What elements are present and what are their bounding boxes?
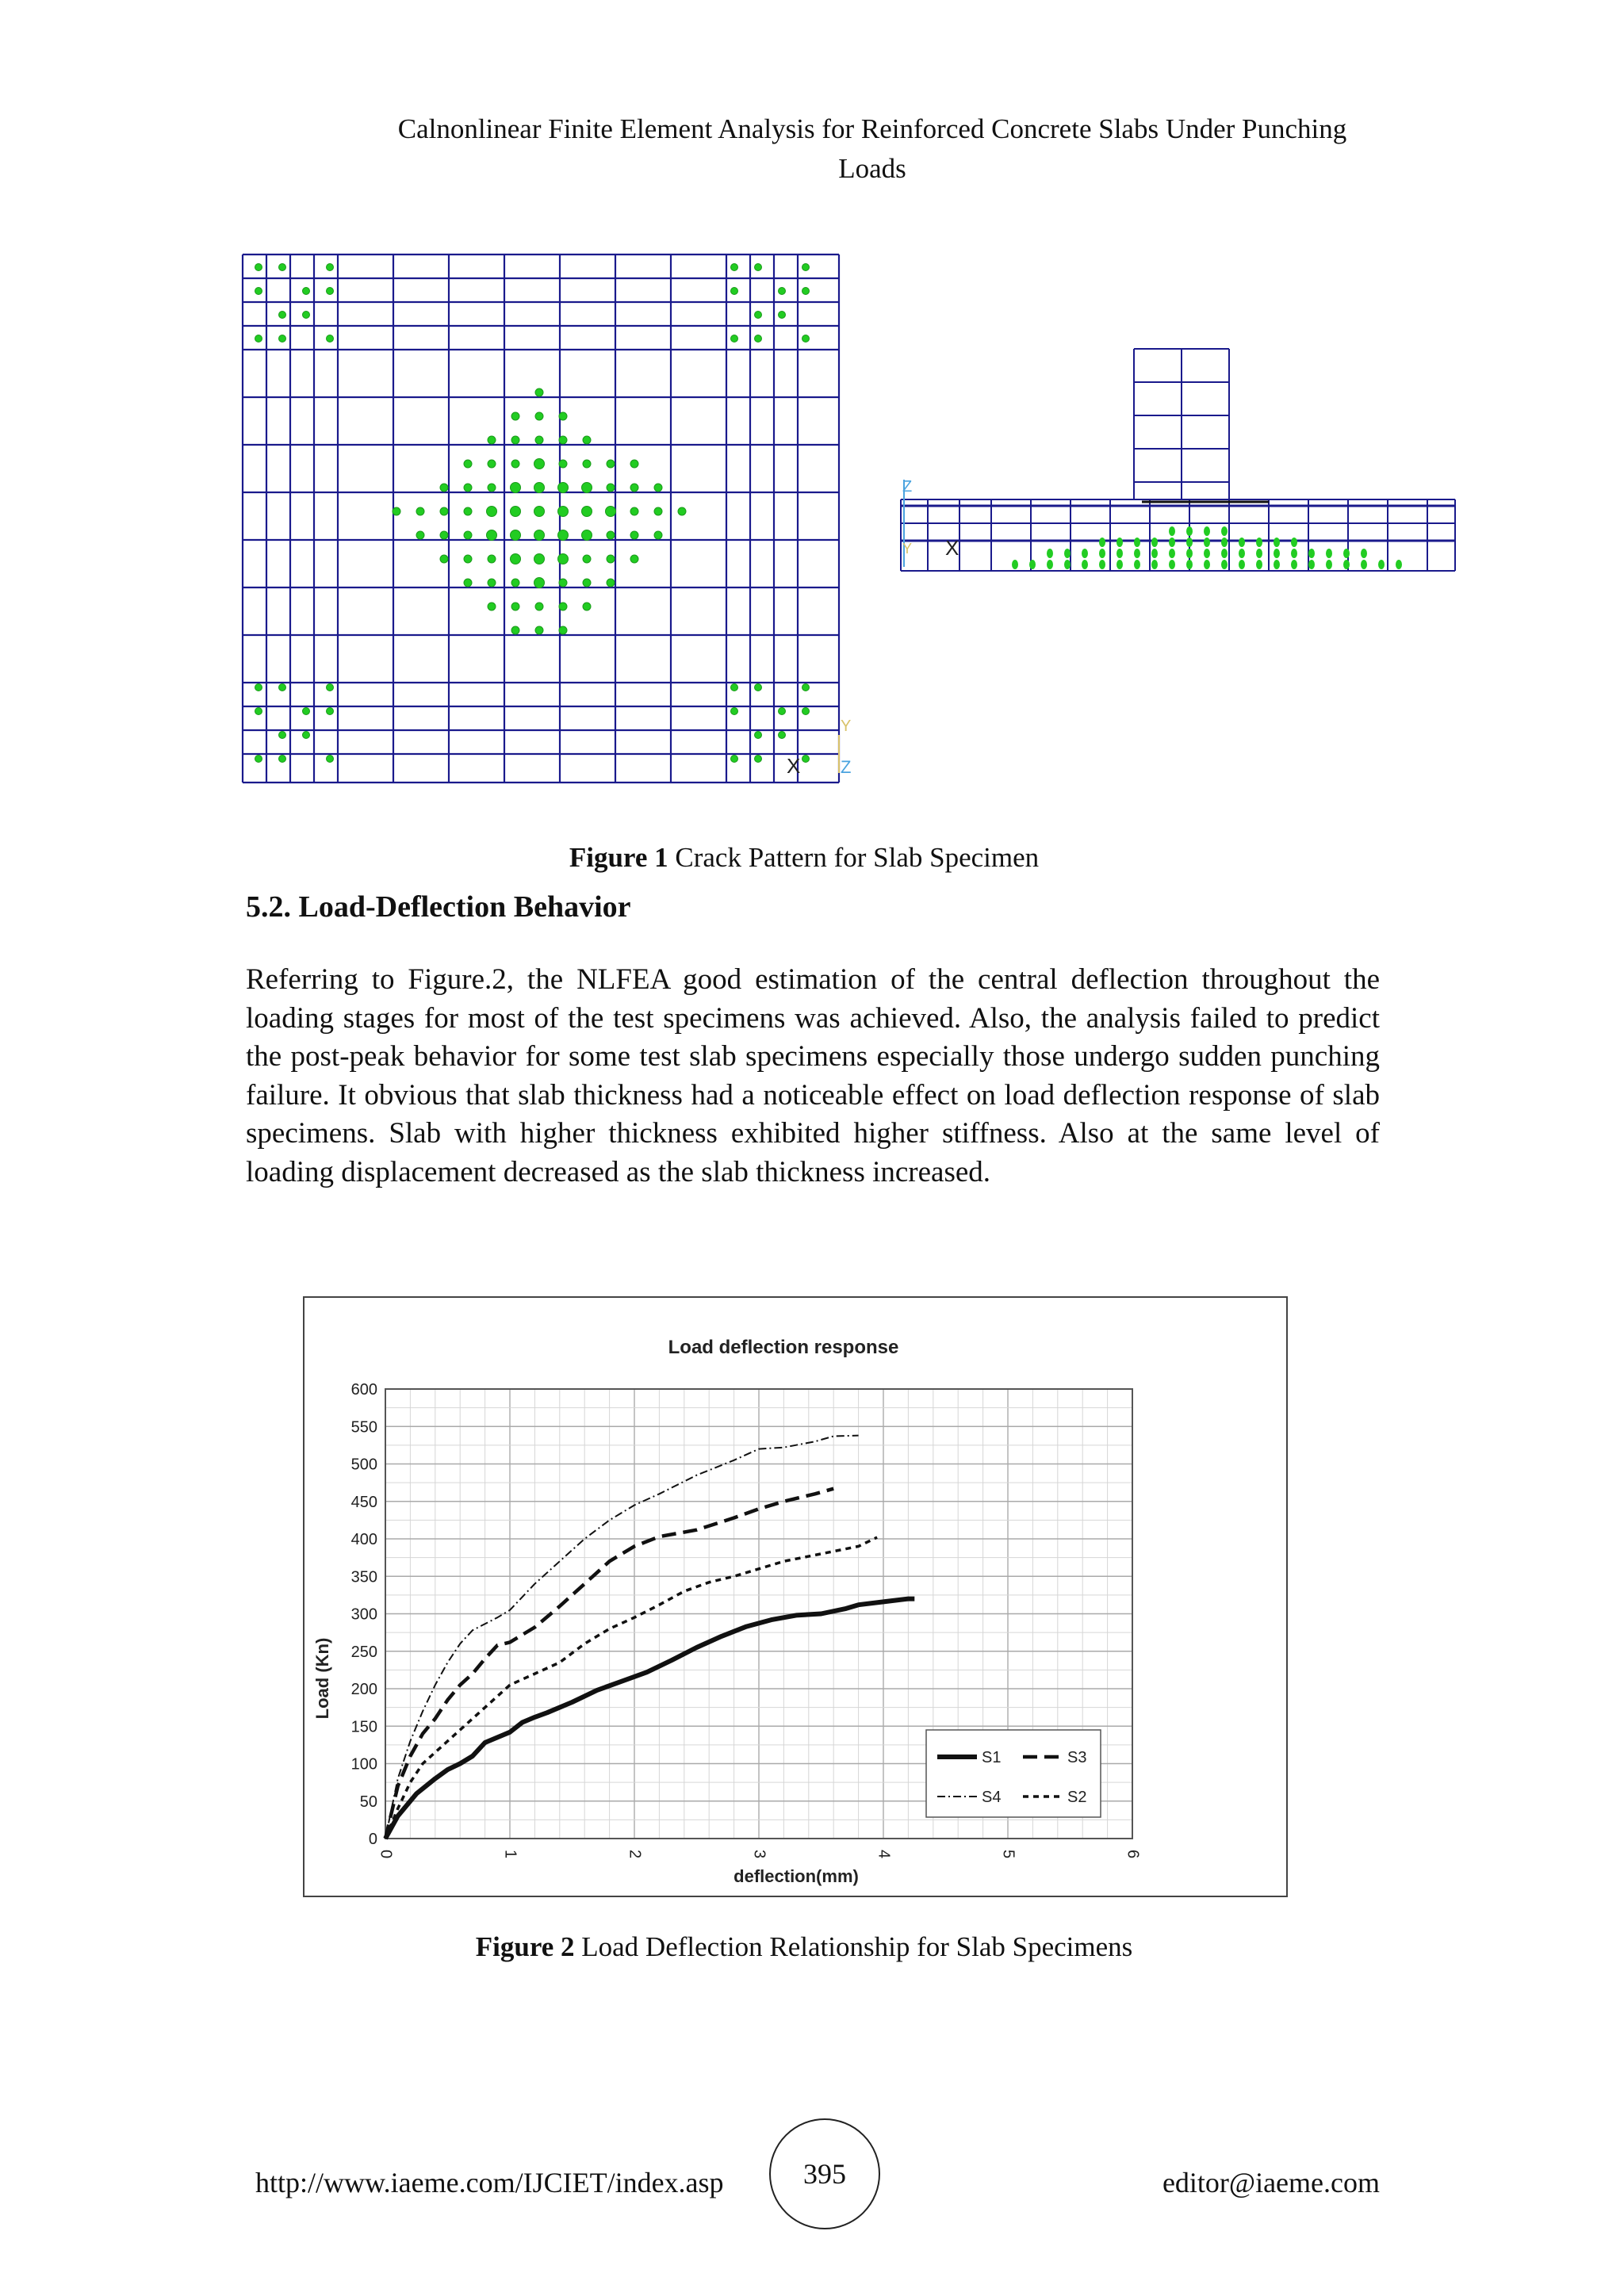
crack-marker [1239, 538, 1245, 547]
crack-marker [440, 507, 448, 515]
crack-marker [1361, 560, 1367, 569]
crack-marker [303, 312, 310, 319]
crack-marker [327, 288, 334, 295]
crack-marker [255, 335, 262, 342]
crack-marker [1099, 560, 1105, 569]
crack-marker [654, 484, 662, 492]
elevation-mesh-grid [901, 349, 1455, 571]
crack-marker [1186, 526, 1193, 536]
crack-marker [558, 530, 569, 541]
crack-marker [582, 507, 592, 517]
load-deflection-chart [304, 1298, 1286, 1896]
crack-marker [1082, 560, 1088, 569]
y-tick-label: 600 [350, 1381, 377, 1399]
crack-marker [755, 312, 762, 319]
crack-marker [802, 684, 810, 691]
x-tick-label: 1 [501, 1850, 519, 1859]
crack-marker [279, 756, 286, 763]
chart-series [385, 1436, 914, 1839]
crack-marker [534, 507, 545, 517]
crack-marker [511, 460, 519, 468]
crack-marker [558, 483, 569, 493]
y-tick-label: 500 [350, 1456, 377, 1474]
y-tick-label: 100 [350, 1755, 377, 1774]
crack-marker [1047, 560, 1053, 569]
y-tick-label: 300 [350, 1605, 377, 1624]
figure-1-label: Figure 1 [569, 842, 668, 873]
crack-marker [303, 708, 310, 715]
crack-marker [416, 531, 424, 539]
plan-axis-x-label: X [787, 754, 801, 778]
crack-marker [440, 555, 448, 563]
crack-marker [1099, 549, 1105, 558]
crack-marker [654, 507, 662, 515]
crack-marker [1274, 549, 1280, 558]
crack-marker [559, 626, 567, 634]
crack-marker [1186, 549, 1193, 558]
crack-marker [558, 507, 569, 517]
crack-marker [1308, 560, 1315, 569]
crack-marker [1343, 549, 1350, 558]
figure-1-caption [238, 842, 1370, 874]
crack-marker [1116, 538, 1123, 547]
figure-2-caption [238, 1931, 1370, 1963]
crack-marker [416, 507, 424, 515]
plan-mesh-grid [243, 254, 839, 783]
crack-marker [1221, 549, 1228, 558]
crack-marker [1134, 560, 1140, 569]
crack-marker [1378, 560, 1385, 569]
crack-marker [583, 555, 591, 563]
crack-marker [440, 484, 448, 492]
chart-frame [303, 1296, 1288, 1897]
crack-marker [511, 626, 519, 634]
crack-marker [1012, 560, 1018, 569]
crack-marker [327, 708, 334, 715]
x-axis-label: deflection(mm) [733, 1866, 859, 1886]
crack-marker [488, 436, 496, 444]
crack-marker [511, 579, 519, 587]
crack-marker [1151, 549, 1158, 558]
footer-email[interactable]: editor@iaeme.com [1162, 2167, 1380, 2198]
y-tick-label: 0 [368, 1831, 377, 1848]
y-tick-label: 400 [350, 1531, 377, 1548]
crack-marker [1291, 549, 1297, 558]
crack-marker [1099, 538, 1105, 547]
crack-marker [1361, 549, 1367, 558]
crack-marker [511, 483, 521, 493]
crack-marker [464, 484, 472, 492]
crack-marker [731, 708, 738, 715]
crack-marker [731, 684, 738, 691]
crack-marker [511, 530, 521, 541]
y-tick-label: 350 [350, 1568, 377, 1586]
crack-marker [279, 732, 286, 739]
crack-marker [464, 531, 472, 539]
plan-axis-z-label: Z [841, 757, 852, 777]
crack-marker [1169, 538, 1175, 547]
legend-label-s4: S4 [982, 1789, 1002, 1806]
crack-marker [755, 756, 762, 763]
crack-marker [779, 708, 786, 715]
crack-marker [755, 264, 762, 271]
crack-marker [1134, 538, 1140, 547]
y-tick-label: 250 [350, 1643, 377, 1661]
figure-1-text: Crack Pattern for Slab Specimen [675, 842, 1040, 873]
crack-marker [678, 507, 686, 515]
crack-marker [731, 264, 738, 271]
crack-marker [279, 684, 286, 691]
y-tick-label: 550 [350, 1418, 377, 1437]
crack-marker [1082, 549, 1088, 558]
crack-marker [558, 554, 569, 564]
crack-marker [464, 555, 472, 563]
crack-marker [535, 603, 543, 610]
crack-marker [488, 555, 496, 563]
crack-marker [534, 530, 545, 541]
crack-marker [279, 264, 286, 271]
footer-url[interactable]: http://www.iaeme.com/IJCIET/index.asp [255, 2167, 724, 2198]
crack-marker [1326, 549, 1332, 558]
crack-pattern-plan-view [238, 250, 852, 789]
crack-marker [559, 460, 567, 468]
header-line-1: Calnonlinear Finite Element Analysis for Reinforced Concrete Slabs Under Punching [397, 113, 1347, 144]
crack-marker [393, 507, 400, 515]
figure-2-text: Load Deflection Relationship for Slab Specimens [581, 1931, 1133, 1962]
crack-marker [802, 264, 810, 271]
crack-marker [755, 335, 762, 342]
crack-marker [1169, 526, 1175, 536]
y-axis-label: Load (Kn) [312, 1637, 332, 1720]
crack-marker [607, 579, 615, 587]
crack-marker [559, 412, 567, 420]
x-tick-label: 3 [750, 1850, 768, 1859]
crack-marker [255, 264, 262, 271]
x-tick-label: 4 [875, 1850, 893, 1859]
legend-label-s3: S3 [1067, 1749, 1087, 1766]
crack-marker [464, 507, 472, 515]
y-tick-label: 150 [350, 1718, 377, 1736]
crack-marker [1064, 549, 1071, 558]
series-line-s4 [385, 1436, 859, 1839]
y-tick-label: 200 [350, 1681, 377, 1698]
crack-marker [630, 507, 638, 515]
crack-marker [534, 483, 545, 493]
crack-marker [255, 684, 262, 691]
crack-marker [630, 484, 638, 492]
crack-marker [731, 288, 738, 295]
crack-marker [1291, 560, 1297, 569]
chart-title: Load deflection response [668, 1337, 899, 1358]
crack-marker [1396, 560, 1402, 569]
body-paragraph: Referring to Figure.2, the NLFEA good estimation of the central deflection throughout the loading stages for most of the test specimens was achieved. Also, the analysis failed to predict the post-peak behavior for some test slab specimens especially those undergo sudden punching failure. It obvious that slab thickness had a noticeable effect on load deflection response of slab specimens. Slab with higher thickness exhibited higher stiffness. Also at the same level of loading displacement decreased as the slab thickness increased. [246, 963, 1380, 1188]
crack-marker [1291, 538, 1297, 547]
header-line-2: Loads [838, 153, 906, 184]
crack-marker [534, 578, 545, 588]
crack-marker [255, 708, 262, 715]
crack-marker [534, 459, 545, 469]
crack-marker [1256, 549, 1262, 558]
crack-marker [654, 531, 662, 539]
crack-marker [1029, 560, 1036, 569]
crack-marker [607, 484, 615, 492]
running-header [238, 109, 1507, 189]
crack-marker [583, 436, 591, 444]
crack-marker [1204, 538, 1210, 547]
crack-marker [583, 579, 591, 587]
crack-marker [583, 603, 591, 610]
crack-marker [606, 507, 616, 517]
crack-marker [582, 483, 592, 493]
crack-marker [607, 531, 615, 539]
crack-marker [731, 756, 738, 763]
crack-marker [1116, 549, 1123, 558]
crack-marker [1239, 549, 1245, 558]
crack-marker [630, 460, 638, 468]
legend-label-s2: S2 [1067, 1789, 1087, 1806]
crack-marker [1151, 538, 1158, 547]
crack-marker [1151, 560, 1158, 569]
crack-marker [802, 288, 810, 295]
crack-marker [583, 460, 591, 468]
crack-marker [1221, 560, 1228, 569]
crack-marker [511, 412, 519, 420]
crack-marker [1221, 538, 1228, 547]
crack-marker [630, 555, 638, 563]
crack-marker [1274, 560, 1280, 569]
crack-marker [1169, 549, 1175, 558]
y-tick-label: 450 [350, 1493, 377, 1511]
section-heading: 5.2. Load-Deflection Behavior [246, 890, 631, 924]
crack-marker [607, 555, 615, 563]
crack-marker [630, 531, 638, 539]
series-line-s2 [385, 1537, 877, 1839]
crack-marker [1116, 560, 1123, 569]
crack-marker [488, 484, 496, 492]
crack-marker [1256, 560, 1262, 569]
x-tick-label: 0 [377, 1850, 395, 1859]
crack-marker [535, 388, 543, 396]
crack-marker [1326, 560, 1332, 569]
elev-axis-x-label: X [945, 536, 959, 560]
series-line-s1 [385, 1599, 914, 1839]
crack-marker [731, 335, 738, 342]
crack-pattern-elevation-view [896, 341, 1475, 579]
legend-label-s1: S1 [982, 1749, 1002, 1766]
crack-marker [327, 335, 334, 342]
crack-marker [1274, 538, 1280, 547]
crack-marker [582, 530, 592, 541]
crack-marker [1239, 560, 1245, 569]
crack-marker [559, 603, 567, 610]
crack-marker [1047, 549, 1053, 558]
crack-marker [802, 335, 810, 342]
crack-marker [279, 335, 286, 342]
figure-2-label: Figure 2 [475, 1931, 575, 1962]
crack-marker [535, 626, 543, 634]
crack-marker [303, 288, 310, 295]
crack-marker [279, 312, 286, 319]
crack-marker [511, 436, 519, 444]
crack-marker [511, 603, 519, 610]
crack-marker [755, 732, 762, 739]
crack-marker [1221, 526, 1228, 536]
crack-marker [534, 554, 545, 564]
crack-marker [464, 460, 472, 468]
crack-marker [464, 579, 472, 587]
crack-marker [487, 530, 497, 541]
y-tick-label: 50 [359, 1793, 377, 1811]
crack-marker [535, 412, 543, 420]
crack-marker [1186, 560, 1193, 569]
crack-marker [802, 708, 810, 715]
crack-marker [607, 460, 615, 468]
crack-marker [559, 436, 567, 444]
crack-marker [559, 579, 567, 587]
crack-marker [327, 684, 334, 691]
plan-axis-y-label: Y [841, 718, 852, 735]
crack-marker [1064, 560, 1071, 569]
crack-marker [1204, 560, 1210, 569]
x-tick-label: 6 [1124, 1850, 1142, 1859]
crack-marker [1256, 538, 1262, 547]
crack-marker [488, 460, 496, 468]
crack-marker [1169, 560, 1175, 569]
elev-axis-y-label: Y [902, 541, 913, 557]
x-tick-label: 2 [626, 1850, 644, 1859]
crack-marker [1204, 526, 1210, 536]
crack-marker [255, 756, 262, 763]
crack-marker [779, 288, 786, 295]
crack-marker [303, 732, 310, 739]
crack-marker [755, 684, 762, 691]
crack-marker [1134, 549, 1140, 558]
crack-marker [488, 579, 496, 587]
crack-marker [1343, 560, 1350, 569]
page-number: 395 [769, 2118, 880, 2229]
crack-marker [487, 507, 497, 517]
crack-marker [1186, 538, 1193, 547]
crack-marker [511, 554, 521, 564]
crack-marker [779, 732, 786, 739]
crack-marker [802, 756, 810, 763]
elev-axis-z-label: Z [902, 478, 913, 496]
crack-marker [327, 756, 334, 763]
crack-marker [1308, 549, 1315, 558]
crack-marker [488, 603, 496, 610]
crack-marker [511, 507, 521, 517]
crack-marker [1204, 549, 1210, 558]
crack-marker [255, 288, 262, 295]
crack-marker [440, 531, 448, 539]
crack-marker [779, 312, 786, 319]
chart-legend [926, 1730, 1101, 1817]
crack-marker [327, 264, 334, 271]
crack-marker [535, 436, 543, 444]
x-tick-label: 5 [999, 1850, 1017, 1859]
